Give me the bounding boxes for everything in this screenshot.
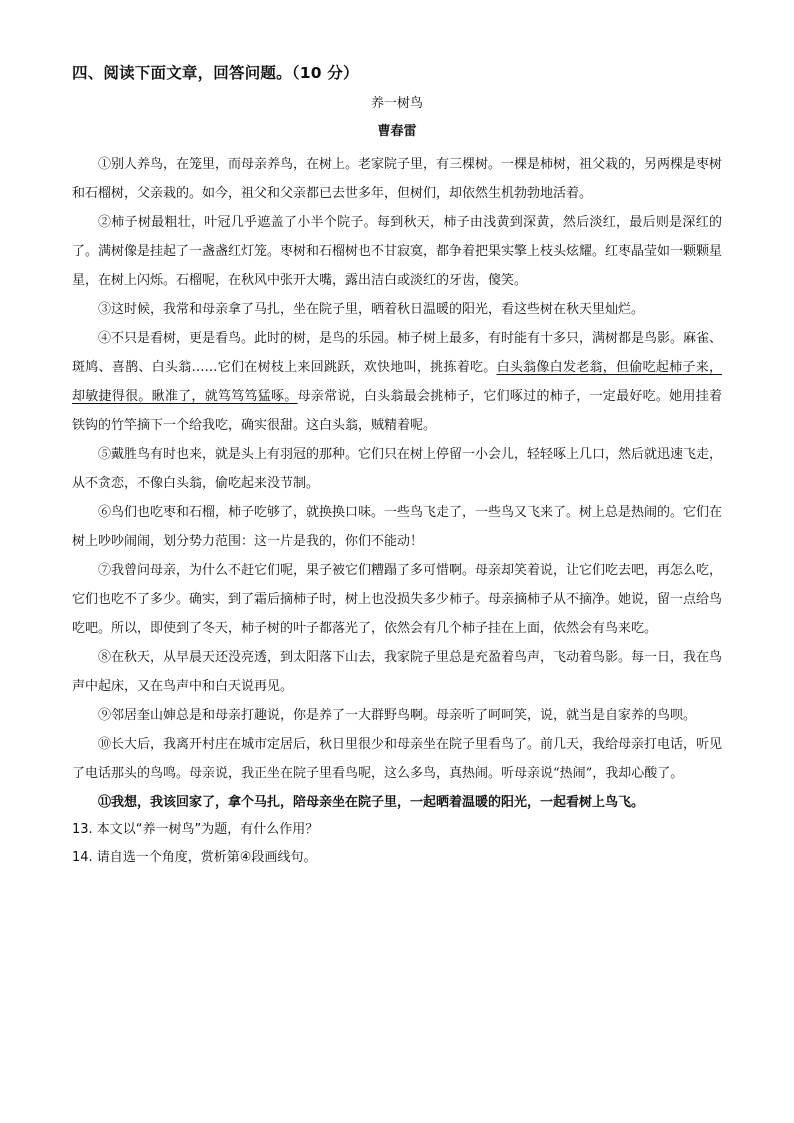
question-14: 14. 请自选一个角度，赏析第④段画线句。 xyxy=(72,850,317,865)
paragraph-4-before: ④不只是看树，更是看鸟。此时的树，是鸟的乐园。柿子树上最多，有时能有十多只，满树都是鸟影。麻雀、斑鸠、喜鹊、白头翁……它们在树枝上来回跳跃，欢快地叫，挑拣着吃。 xyxy=(72,331,723,375)
article-body xyxy=(72,150,722,817)
paragraph-9: ⑨邻居奎山婶总是和母亲打趣说，你是养了一大群野鸟啊。母亲听了呵呵笑，说，就当是自家养的鸟呗。 xyxy=(98,708,697,723)
paragraph-8: ⑧在秋天，从早晨天还没亮透，到太阳落下山去，我家院子里总是充盈着鸟声，飞动着鸟影。每一日，我在鸟声中起床，又在鸟声中和白天说再见。 xyxy=(72,650,723,694)
paragraph-5: ⑤戴胜鸟有时也来，就是头上有羽冠的那种。它们只在树上停留一小会儿，轻轻啄上几口，然后就迅速飞走，从不贪恋，不像白头翁，偷吃起来没节制。 xyxy=(72,447,723,491)
paragraph-7: ⑦我曾问母亲，为什么不赶它们呢，果子被它们糟蹋了多可惜啊。母亲却笑着说，让它们吃去吧，再怎么吃，它们也吃不了多少。确实，到了霜后摘柿子时，树上也没损失多少柿子。母亲摘柿子从不摘净。她说，留一点给鸟吃吧。所以，即使到了冬天，柿子树的叶子都落光了，依然会有几个柿子挂在上面，依然会有鸟来吃。 xyxy=(72,563,723,636)
article-title: 养一树鸟 xyxy=(370,96,423,111)
article-author: 曹春雷 xyxy=(377,124,417,139)
paragraph-2: ②柿子树最粗壮，叶冠几乎遮盖了小半个院子。每到秋天，柿子由浅黄到深黄，然后淡红，最后则是深红的了。满树像是挂起了一盏盏红灯笼。枣树和石榴树也不甘寂寞，都争着把果实擎上枝头炫耀。红枣晶莹如一颗颗星星，在树上闪烁。石榴呢，在秋风中张开大嘴，露出洁白或淡红的牙齿，傻笑。 xyxy=(72,215,723,288)
paragraph-10: ⑩长大后，我离开村庄在城市定居后，秋日里很少和母亲坐在院子里看鸟了。前几天，我给母亲打电话，听见了电话那头的鸟鸣。母亲说，我正坐在院子里看鸟呢，这么多鸟，真热闹。听母亲说“热闹”，我却心酸了。 xyxy=(72,737,723,781)
paragraph-6: ⑥鸟们也吃枣和石榴，柿子吃够了，就换换口味。一些鸟飞走了，一些鸟又飞来了。树上总是热闹的。它们在树上吵吵闹闹，划分势力范围：这一片是我的，你们不能动！ xyxy=(72,505,723,549)
underlined-sentence: 白头翁像白发老翁，但偷吃起柿子来，却敏捷得很。瞅准了，就笃笃笃猛啄。 xyxy=(72,360,722,404)
paragraph-4 xyxy=(72,324,722,440)
question-13: 13. 本文以“养一树鸟”为题，有什么作用？ xyxy=(72,822,319,837)
section-heading: 四、阅读下面文章，回答问题。（10 分） xyxy=(72,64,359,82)
questions xyxy=(72,817,722,871)
paragraph-11: ⑪我想，我该回家了，拿个马扎，陪母亲坐在院子里，一起晒着温暖的阳光，一起看树上鸟飞。 xyxy=(98,795,645,810)
paragraph-1: ①别人养鸟，在笼里，而母亲养鸟，在树上。老家院子里，有三棵树。一棵是柿树，祖父栽的，另两棵是枣树和石榴树，父亲栽的。如今，祖父和父亲都已去世多年，但树们，却依然生机勃勃地活着。 xyxy=(72,157,723,201)
paragraph-3: ③这时候，我常和母亲拿了马扎，坐在院子里，晒着秋日温暖的阳光，看这些树在秋天里灿烂。 xyxy=(98,302,645,317)
paragraph-4-after: 母亲常说，白头翁最会挑柿子，它们啄过的柿子，一定最好吃。她用挂着铁钩的竹竿摘下一个给我吃，确实很甜。这白头翁，贼精着呢。 xyxy=(72,389,722,433)
